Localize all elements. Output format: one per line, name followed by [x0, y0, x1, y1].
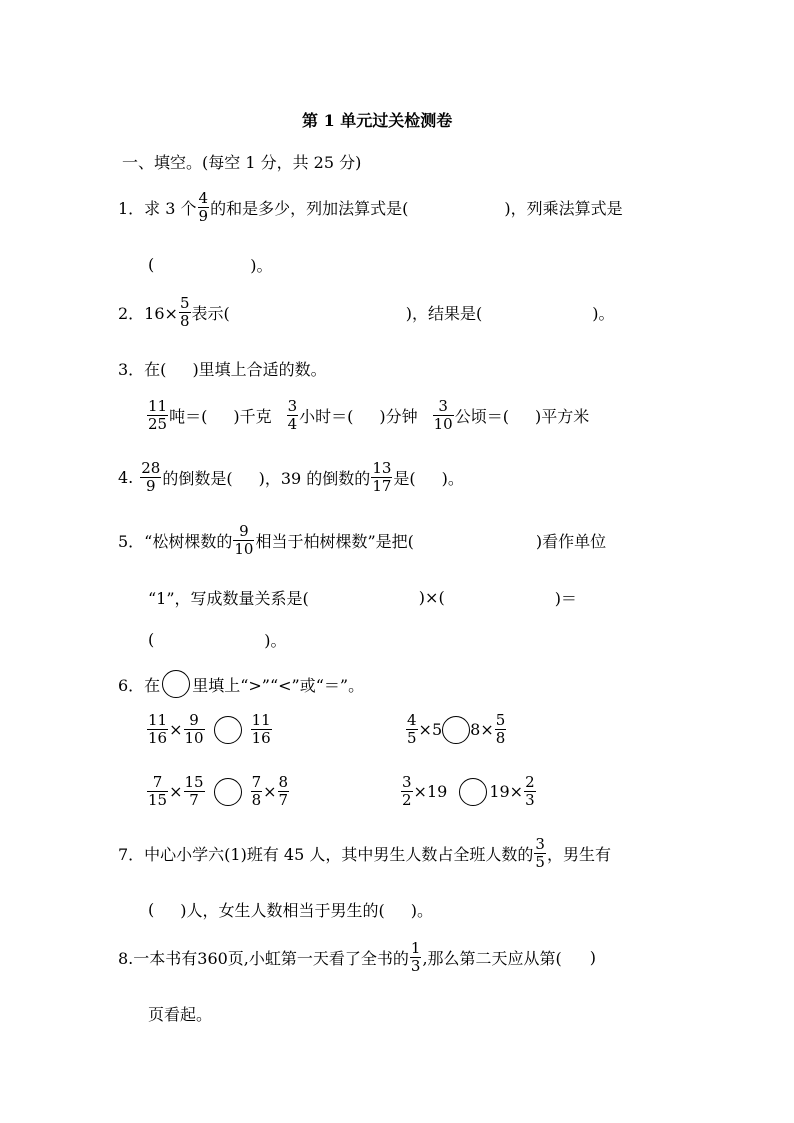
question-7: [118, 836, 611, 871]
q1-text-c: )，列乘法算式是: [504, 199, 623, 218]
q5-text-b: 相当于柏树棵数”是把(: [255, 532, 414, 551]
q6-row2-left: [146, 774, 290, 809]
q5-text-a: 5．“松树棵数的: [118, 532, 233, 551]
question-4: [118, 460, 464, 495]
question-5-cont2: [148, 628, 287, 651]
q7-text-d: )人，女生人数相当于男生的(: [180, 901, 385, 920]
q3-item2-unit: )分钟: [379, 407, 418, 426]
q1-text-a: 1．求 3 个: [118, 199, 197, 218]
q1-text-b: 的和是多少，列加法算式是(: [210, 199, 409, 218]
question-3: [118, 357, 327, 380]
q7-text-e: )。: [410, 901, 433, 920]
q1-text-e: )。: [250, 256, 273, 275]
fraction: $\frac{1}{3}$: [410, 939, 421, 975]
question-1-cont: [148, 253, 273, 276]
q6-r1r-text1: ×5: [418, 720, 443, 739]
q3-item3-unit: )平方米: [534, 407, 590, 426]
fraction: $\frac{11}{16}$: [251, 711, 271, 747]
q4-text-e: )。: [441, 469, 464, 488]
fraction: $\frac{3}{4}$: [287, 397, 298, 433]
question-7-cont: [148, 898, 433, 921]
operator: ×: [169, 782, 183, 801]
fraction: $\frac{9}{10}$: [184, 711, 204, 747]
fraction: $\frac{3}{5}$: [535, 835, 545, 871]
q8-text-a: 8.一本书有360页,小虹第一天看了全书的: [118, 949, 409, 968]
q8-text-c: ): [589, 948, 597, 967]
q6-text-a: 6．在: [118, 675, 161, 695]
fraction: $\frac{4}{9}$: [198, 189, 209, 225]
circle-icon: [162, 670, 190, 698]
q4-text-b: 的倒数是(: [162, 469, 233, 488]
question-6: [118, 670, 364, 698]
q5-text-h: )。: [264, 631, 287, 650]
fraction: $\frac{5}{8}$: [495, 711, 506, 747]
q5-text-f: )＝: [554, 589, 577, 608]
page-title: 第 1 单元过关检测卷: [302, 111, 453, 130]
q3-item2-text: 小时＝(: [299, 407, 354, 426]
fraction: $\frac{11}{16}$: [148, 711, 168, 747]
q6-r2r-text1: ×19: [413, 782, 448, 801]
question-8-cont: [148, 1002, 212, 1025]
q2-text-a: 2．16×: [118, 304, 178, 323]
question-1: [118, 190, 623, 225]
section-heading: 一、填空。(每空 1 分，共 25 分): [122, 153, 362, 172]
q7-text-a: 7．中心小学六(1)班有 45 人，其中男生人数占全班人数的: [118, 845, 534, 864]
q4-text-a: 4.: [118, 468, 134, 487]
q6-row1-left: [146, 712, 273, 747]
q3-item1-unit: )千克: [233, 407, 272, 426]
question-8: [118, 940, 596, 975]
compare-circle[interactable]: [214, 778, 242, 806]
question-3-items: [146, 398, 589, 433]
q3-item3-text: 公顷＝(: [454, 407, 509, 426]
q4-text-c: )，39 的倒数的: [258, 469, 371, 488]
fraction: $\frac{5}{8}$: [179, 294, 190, 330]
q6-row1-right: [405, 712, 507, 747]
fraction: $\frac{4}{5}$: [407, 711, 417, 747]
fraction: $\frac{15}{7}$: [184, 773, 204, 809]
q2-text-c: )，结果是(: [405, 304, 483, 323]
fraction: $\frac{7}{8}$: [251, 773, 262, 809]
q8-text-d: 页看起。: [148, 1005, 213, 1024]
q5-text-c: )看作单位: [535, 532, 607, 551]
q7-text-b: ，男生有: [546, 845, 611, 864]
question-5: [118, 523, 606, 558]
question-2: [118, 295, 615, 330]
q5-text-e: )×(: [418, 588, 445, 607]
operator: ×: [169, 720, 183, 739]
compare-circle[interactable]: [214, 716, 242, 744]
question-5-cont: [148, 586, 577, 609]
fraction: $\frac{13}{17}$: [372, 459, 392, 495]
q6-r1r-text2: 8×: [470, 720, 494, 739]
operator: ×: [263, 782, 277, 801]
q5-text-d: “1”，写成数量关系是(: [148, 589, 309, 608]
fraction: $\frac{28}{9}$: [141, 459, 161, 495]
fraction: $\frac{8}{7}$: [278, 773, 289, 809]
q3-item1-text: 吨＝(: [169, 407, 208, 426]
q4-text-d: 是(: [393, 469, 416, 488]
q7-text-c: (: [148, 900, 155, 919]
fraction: $\frac{3}{10}$: [433, 397, 453, 433]
fraction: $\frac{9}{10}$: [234, 522, 254, 558]
q8-text-b: ,那么第二天应从第(: [422, 949, 562, 968]
q3-text-b: )里填上合适的数。: [192, 360, 327, 379]
fraction: $\frac{3}{2}$: [402, 773, 412, 809]
q2-text-d: )。: [592, 304, 615, 323]
fraction: $\frac{11}{25}$: [148, 397, 168, 433]
compare-circle[interactable]: [459, 778, 487, 806]
q1-text-d: (: [148, 255, 155, 274]
compare-circle[interactable]: [442, 716, 470, 744]
q6-text-b: 里填上“>”“<”或“＝”。: [192, 675, 365, 695]
q2-text-b: 表示(: [191, 304, 230, 323]
fraction: $\frac{7}{15}$: [148, 773, 168, 809]
q5-text-g: (: [148, 630, 155, 649]
q6-row2-right: [400, 774, 537, 809]
q3-text-a: 3．在(: [118, 360, 167, 379]
fraction: $\frac{2}{3}$: [525, 773, 535, 809]
q6-r2r-text2: 19×: [489, 782, 524, 801]
